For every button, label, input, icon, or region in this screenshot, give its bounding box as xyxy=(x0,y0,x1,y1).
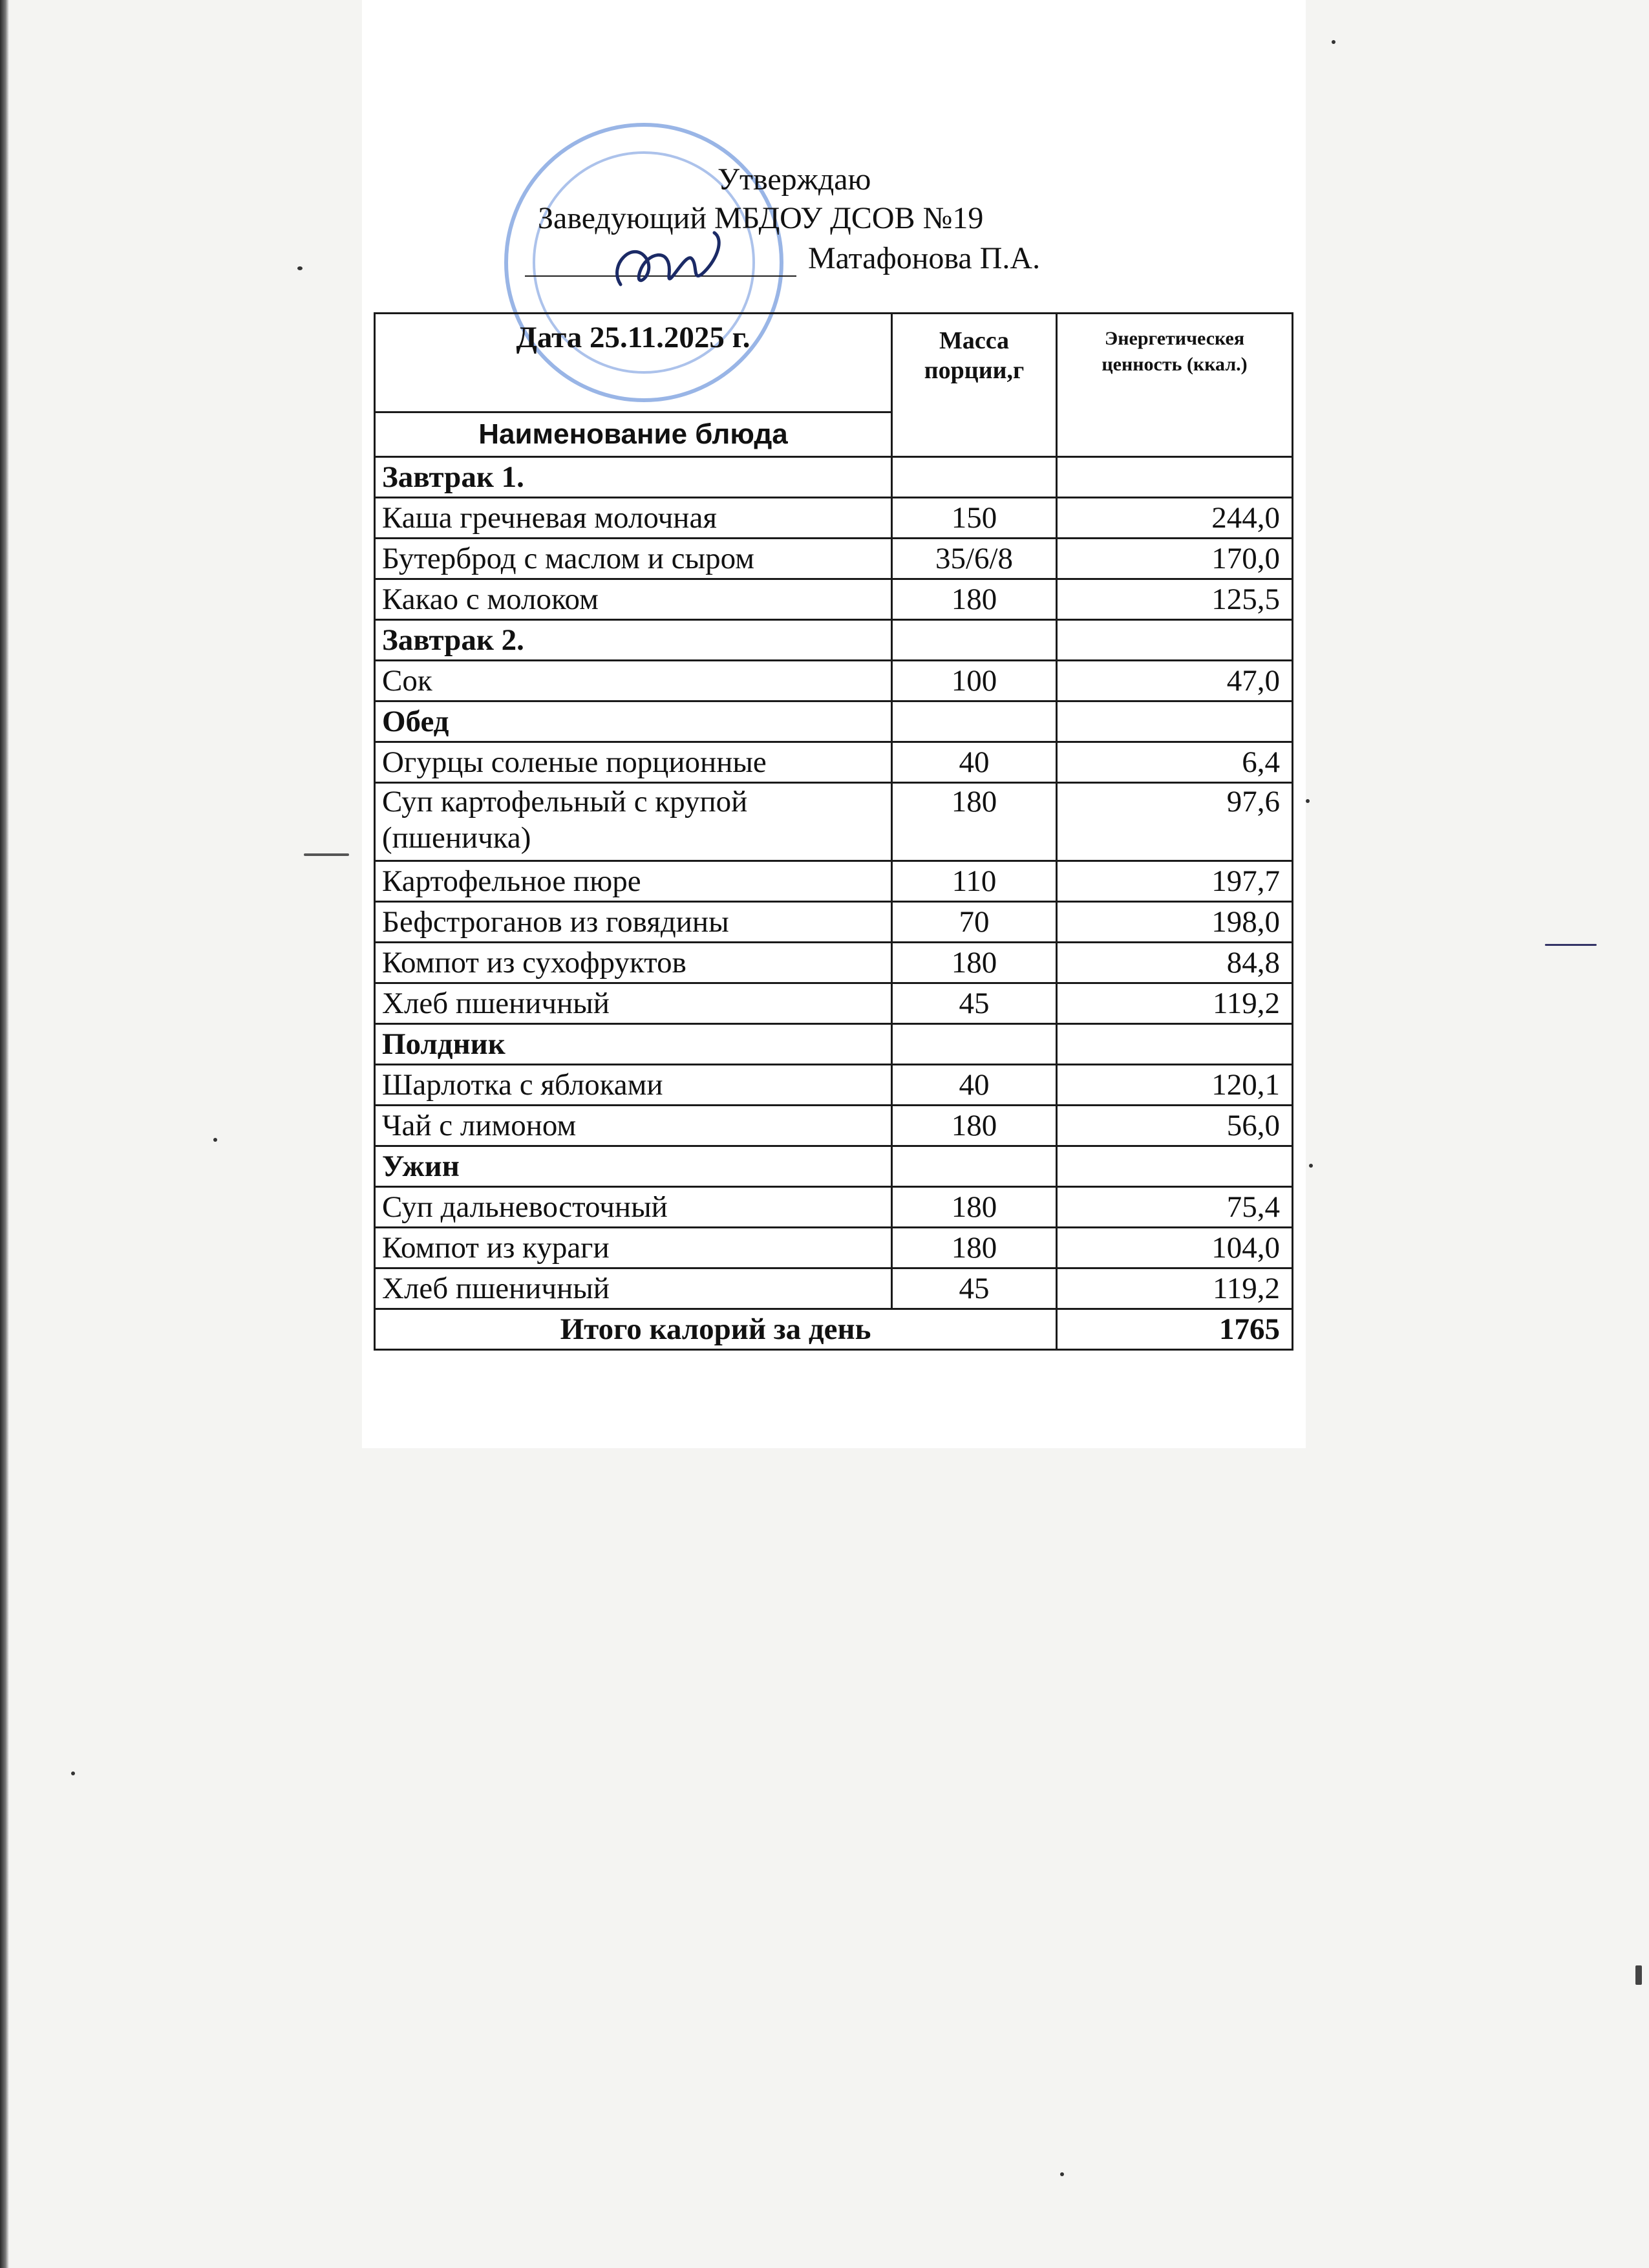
table-row xyxy=(375,1106,1293,1146)
approval-name: Матафонова П.А. xyxy=(808,241,1041,275)
energy-column-header: Энергетическея ценность (ккал.) xyxy=(1057,314,1293,457)
empty-cell xyxy=(1057,701,1293,742)
dish-mass: 180 xyxy=(892,943,1057,983)
section-title: Полдник xyxy=(375,1024,892,1065)
dish-name: Компот из сухофруктов xyxy=(375,943,892,983)
table-row xyxy=(375,1268,1293,1309)
scan-speck xyxy=(1332,40,1335,44)
dish-mass: 40 xyxy=(892,1065,1057,1106)
section-title: Ужин xyxy=(375,1146,892,1187)
dish-mass: 45 xyxy=(892,983,1057,1024)
dish-mass: 35/6/8 xyxy=(892,539,1057,579)
table-row xyxy=(375,983,1293,1024)
empty-cell xyxy=(892,701,1057,742)
dish-energy: 197,7 xyxy=(1057,861,1293,902)
dish-energy: 125,5 xyxy=(1057,579,1293,620)
total-label: Итого калорий за день xyxy=(375,1309,1057,1350)
signature-icon xyxy=(595,213,750,304)
total-row xyxy=(375,1309,1293,1350)
approval-position: Заведующий МБДОУ ДСОВ №19 xyxy=(538,201,984,235)
dish-mass: 100 xyxy=(892,661,1057,701)
table-row xyxy=(375,943,1293,983)
table-row xyxy=(375,1228,1293,1268)
dish-name: Огурцы соленые порционные xyxy=(375,742,892,783)
table-header-row xyxy=(375,314,1293,412)
dish-energy: 119,2 xyxy=(1057,1268,1293,1309)
menu-table xyxy=(374,312,1293,1351)
table-row xyxy=(375,861,1293,902)
empty-cell xyxy=(1057,1024,1293,1065)
dish-mass: 180 xyxy=(892,1106,1057,1146)
scan-edge xyxy=(0,0,9,2268)
dish-energy: 198,0 xyxy=(1057,902,1293,943)
dish-name: Хлеб пшеничный xyxy=(375,983,892,1024)
dish-name: Хлеб пшеничный xyxy=(375,1268,892,1309)
dish-mass: 150 xyxy=(892,498,1057,539)
table-row xyxy=(375,902,1293,943)
table-row xyxy=(375,1187,1293,1228)
scan-speck xyxy=(213,1138,217,1142)
approval-title: Утверждаю xyxy=(718,162,871,197)
dish-energy: 6,4 xyxy=(1057,742,1293,783)
dish-mass: 180 xyxy=(892,1187,1057,1228)
scan-speck xyxy=(1309,1164,1313,1168)
total-value: 1765 xyxy=(1057,1309,1293,1350)
table-row xyxy=(375,742,1293,783)
dish-mass: 180 xyxy=(892,783,1057,861)
menu-date: Дата 25.11.2025 г. xyxy=(375,314,892,412)
dish-mass: 70 xyxy=(892,902,1057,943)
dish-energy: 56,0 xyxy=(1057,1106,1293,1146)
scan-speck xyxy=(1060,2172,1064,2176)
dish-name: Шарлотка с яблоками xyxy=(375,1065,892,1106)
dish-name: Компот из кураги xyxy=(375,1228,892,1268)
empty-cell xyxy=(892,1024,1057,1065)
dish-energy: 97,6 xyxy=(1057,783,1293,861)
dish-energy: 119,2 xyxy=(1057,983,1293,1024)
table-row xyxy=(375,1065,1293,1106)
mass-column-header: Масса порции,г xyxy=(892,314,1057,457)
section-row xyxy=(375,1146,1293,1187)
dish-energy: 244,0 xyxy=(1057,498,1293,539)
dish-name: Бефстроганов из говядины xyxy=(375,902,892,943)
table-row xyxy=(375,783,1293,861)
empty-cell xyxy=(1057,620,1293,661)
dish-name: Сок xyxy=(375,661,892,701)
dish-energy: 47,0 xyxy=(1057,661,1293,701)
dish-mass: 40 xyxy=(892,742,1057,783)
dish-mass: 110 xyxy=(892,861,1057,902)
table-row xyxy=(375,661,1293,701)
section-title: Завтрак 1. xyxy=(375,457,892,498)
dish-column-header: Наименование блюда xyxy=(375,412,892,457)
scan-speck xyxy=(71,1771,75,1775)
section-row xyxy=(375,620,1293,661)
dish-energy: 75,4 xyxy=(1057,1187,1293,1228)
dish-name: Чай с лимоном xyxy=(375,1106,892,1146)
approval-block xyxy=(452,155,1293,291)
section-row xyxy=(375,1024,1293,1065)
empty-cell xyxy=(1057,457,1293,498)
scan-speck xyxy=(1306,799,1310,803)
empty-cell xyxy=(892,457,1057,498)
scan-speck xyxy=(297,266,303,270)
dish-energy: 104,0 xyxy=(1057,1228,1293,1268)
section-row xyxy=(375,457,1293,498)
dish-energy: 84,8 xyxy=(1057,943,1293,983)
table-row xyxy=(375,539,1293,579)
dish-name: Картофельное пюре xyxy=(375,861,892,902)
dish-name: Какао с молоком xyxy=(375,579,892,620)
section-title: Завтрак 2. xyxy=(375,620,892,661)
table-row xyxy=(375,498,1293,539)
dish-name: Каша гречневая молочная xyxy=(375,498,892,539)
dish-mass: 180 xyxy=(892,1228,1057,1268)
dish-energy: 170,0 xyxy=(1057,539,1293,579)
scan-speck xyxy=(304,853,349,856)
dish-energy: 120,1 xyxy=(1057,1065,1293,1106)
section-row xyxy=(375,701,1293,742)
dish-mass: 45 xyxy=(892,1268,1057,1309)
empty-cell xyxy=(892,620,1057,661)
dish-name: Суп картофельный с крупой (пшеничка) xyxy=(375,783,892,861)
scan-speck xyxy=(1635,1965,1642,1985)
scan-speck xyxy=(1545,944,1597,946)
dish-name: Бутерброд с маслом и сыром xyxy=(375,539,892,579)
dish-mass: 180 xyxy=(892,579,1057,620)
empty-cell xyxy=(1057,1146,1293,1187)
dish-name: Суп дальневосточный xyxy=(375,1187,892,1228)
section-title: Обед xyxy=(375,701,892,742)
empty-cell xyxy=(892,1146,1057,1187)
table-row xyxy=(375,579,1293,620)
